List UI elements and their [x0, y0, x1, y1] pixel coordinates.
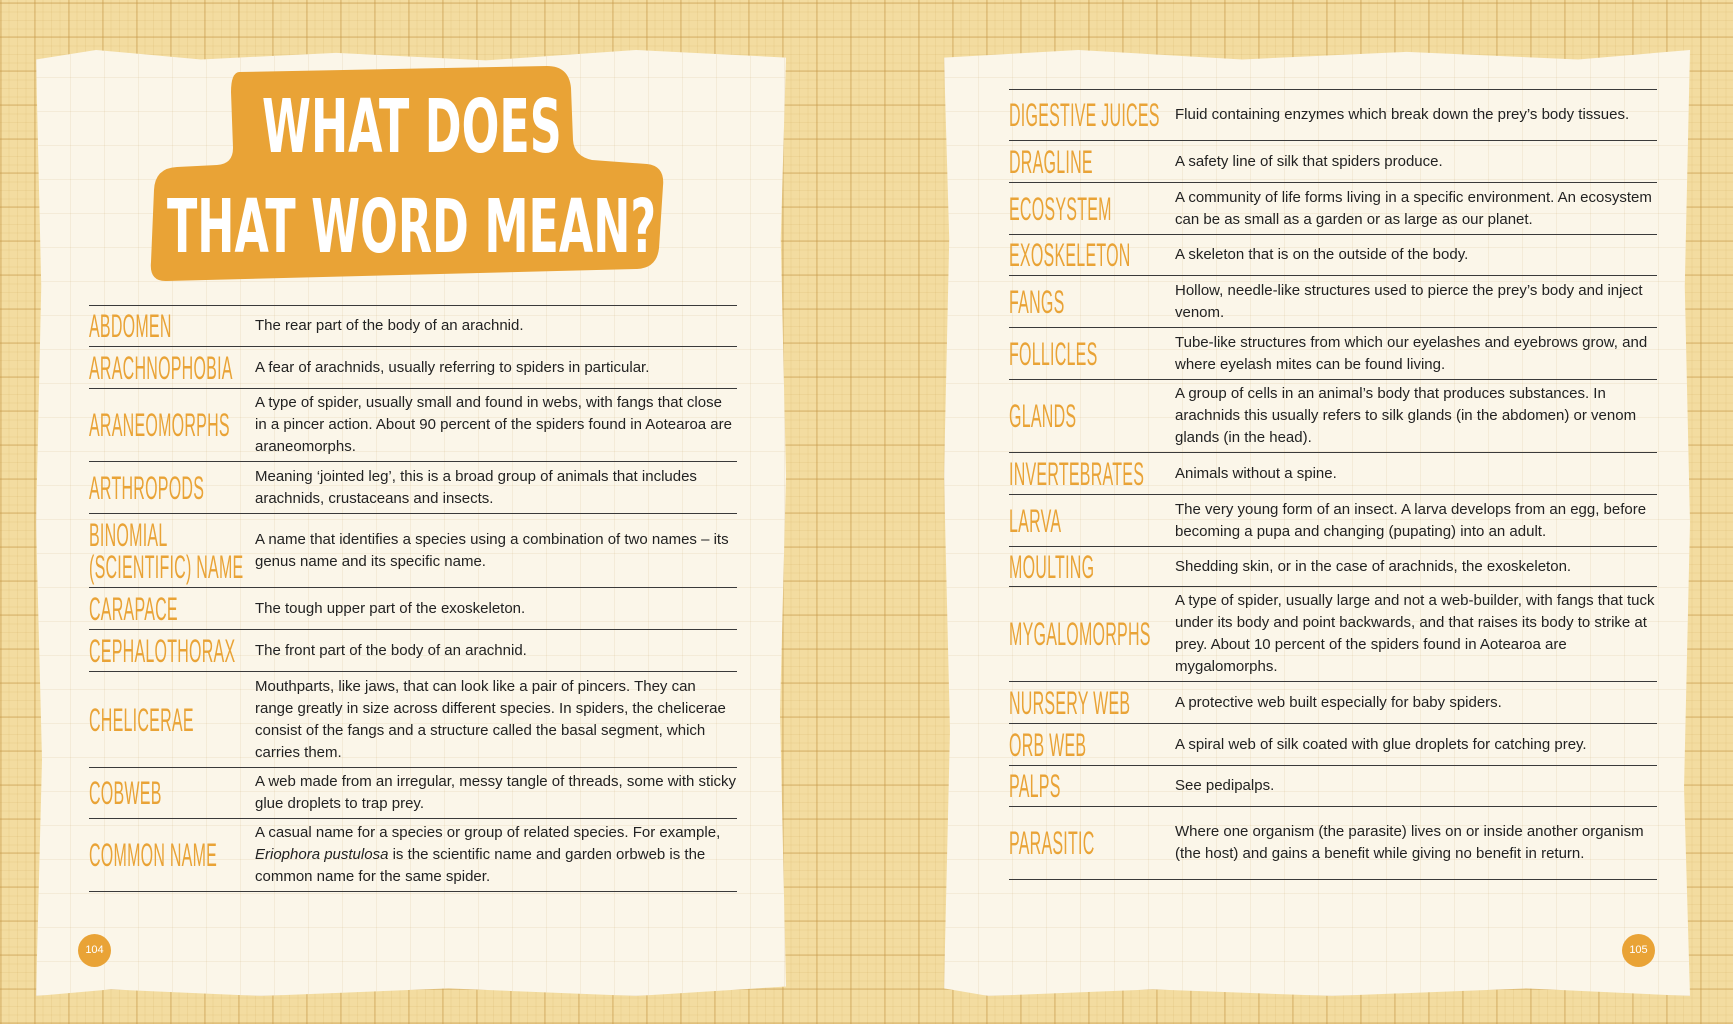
term: ARANEOMORPHS [89, 407, 230, 443]
term: COBWEB [89, 775, 162, 811]
definition: A casual name for a species or group of related species. For example, Eriophora pustulosa is the scientific name and garden orbweb is the common name for the same spider. [255, 824, 721, 885]
glossary-row [89, 347, 737, 389]
definition: A group of cells in an animal’s body that produces substances. In arachnids this usually refers to silk glands (in the abdomen) or venom glands (in the head). [1175, 385, 1637, 446]
term: CEPHALOTHORAX [89, 632, 236, 669]
glossary-row [89, 768, 737, 819]
definition: Shedding skin, or in the case of arachnids, the exoskeleton. [1175, 557, 1572, 575]
glossary-row [89, 630, 737, 672]
glossary-row [89, 588, 737, 630]
title-line-1: WHAT DOES [262, 84, 562, 170]
term: ARACHNOPHOBIA [89, 349, 233, 386]
glossary-row [1009, 328, 1657, 380]
glossary-row [89, 462, 737, 514]
definition: A type of spider, usually small and found in webs, with fangs that close in a pincer action. About 90 percent of the spiders found in Aotearoa are araneomorphs. [255, 394, 732, 455]
glossary-row [1009, 141, 1657, 183]
term: INVERTEBRATES [1009, 455, 1145, 492]
glossary-row [89, 819, 737, 892]
term: PARASITIC [1009, 825, 1095, 861]
term: ECOSYSTEM [1009, 190, 1112, 227]
glossary-row [89, 514, 737, 588]
term: EXOSKELETON [1009, 237, 1131, 273]
glossary-row [1009, 587, 1657, 682]
definition: Where one organism (the parasite) lives on or inside another organism (the host) and gains a benefit while giving no benefit in return. [1175, 823, 1644, 862]
term: CHELICERAE [89, 701, 194, 738]
definition: A skeleton that is on the outside of the body. [1175, 246, 1469, 263]
definition: Mouthparts, like jaws, that can look like a pair of pincers. They can range greatly in size across different species. In spiders, the chelicerae consist of the fangs and a structure called the basal segment, which carries them. [255, 677, 726, 761]
scientific-name: Eriophora pustulosa [255, 846, 389, 863]
definition: A type of spider, usually large and not a web-builder, with fangs that tuck under its body and point backwards, and that raises its body to strike at prey. About 10 percent of the spiders found in Aotearoa are mygalomorphs. [1175, 592, 1655, 675]
glossary-row [1009, 380, 1657, 453]
glossary-row [89, 305, 737, 347]
term: LARVA [1009, 502, 1062, 539]
definition: The front part of the body of an arachnid. [255, 641, 527, 659]
term: FANGS [1009, 283, 1065, 320]
definition: See pedipalps. [1175, 777, 1275, 794]
definition: A web made from an irregular, messy tangle of threads, some with sticky glue droplets to trap prey. [255, 773, 737, 812]
term: MOULTING [1009, 548, 1095, 585]
term: PALPS [1009, 768, 1061, 804]
glossary-row [1009, 766, 1657, 807]
glossary-row [1009, 547, 1657, 587]
term: ARTHROPODS [89, 469, 205, 506]
term: BINOMIAL (SCIENTIFIC) NAME [89, 516, 244, 585]
definition: A community of life forms living in a specific environment. An ecosystem can be as small as a garden or as large as our planet. [1175, 188, 1652, 228]
definition: Meaning ‘jointed leg’, this is a broad group of animals that includes arachnids, crustaceans and insects. [255, 467, 697, 507]
title-line-2: THAT WORD MEAN? [167, 184, 657, 270]
definition: Tube-like structures from which our eyelashes and eyebrows grow, and where eyelash mites can be found living. [1175, 333, 1648, 373]
definition: The rear part of the body of an arachnid. [255, 317, 524, 334]
term: NURSERY WEB [1009, 684, 1131, 721]
glossary-table-left [89, 305, 737, 892]
definition: A fear of arachnids, usually referring to spiders in particular. [255, 358, 650, 376]
term: MYGALOMORPHS [1009, 616, 1151, 652]
glossary-row [1009, 682, 1657, 724]
term: DIGESTIVE JUICES [1009, 97, 1160, 133]
glossary-row [1009, 183, 1657, 235]
term: CARAPACE [89, 590, 178, 627]
glossary-row [1009, 495, 1657, 547]
glossary-row [89, 389, 737, 462]
term: ABDOMEN [89, 308, 172, 344]
term: COMMON NAME [89, 837, 218, 873]
glossary-row [1009, 235, 1657, 276]
term: ORB WEB [1009, 726, 1087, 763]
glossary-row [89, 672, 737, 768]
glossary-row [1009, 724, 1657, 766]
glossary-row [1009, 276, 1657, 328]
term: GLANDS [1009, 398, 1077, 434]
definition: A spiral web of silk coated with glue droplets for catching prey. [1175, 735, 1587, 753]
glossary-row [1009, 453, 1657, 495]
page-number-left: 104 [78, 934, 111, 967]
glossary-table-right [1009, 89, 1657, 880]
page-number-right: 105 [1622, 934, 1655, 967]
definition: Fluid containing enzymes which break down the prey’s body tissues. [1175, 106, 1630, 123]
definition: Animals without a spine. [1175, 464, 1337, 482]
term: DRAGLINE [1009, 143, 1093, 180]
definition: Hollow, needle-like structures used to pierce the prey’s body and inject venom. [1175, 281, 1643, 321]
glossary-row [1009, 807, 1657, 880]
glossary-row [1009, 89, 1657, 141]
definition: A protective web built especially for baby spiders. [1175, 693, 1502, 711]
definition: A safety line of silk that spiders produce. [1175, 152, 1443, 170]
term: FOLLICLES [1009, 335, 1098, 372]
definition: The very young form of an insect. A larva develops from an egg, before becoming a pupa and changing (pupating) into an adult. [1175, 500, 1647, 540]
definition: The tough upper part of the exoskeleton. [255, 599, 526, 617]
definition: A name that identifies a species using a combination of two names – its genus name and its specific name. [255, 530, 729, 570]
